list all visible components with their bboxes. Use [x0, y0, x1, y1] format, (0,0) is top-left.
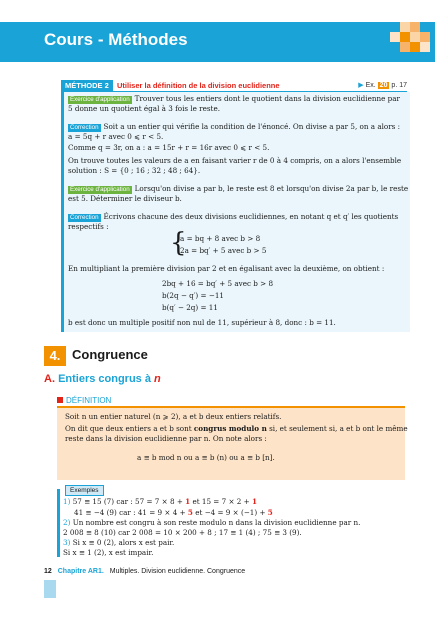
- example-1b-rest-1: 5: [187, 508, 193, 517]
- system-line-1: a = bq + 8 avec b > 8: [180, 234, 261, 243]
- correction-1-text: Soit a un entier qui vérifie la condition de l'énoncé. On divise a par 5, on a alors :: [103, 122, 401, 131]
- chapter-label: Chapitre AR1.: [57, 568, 104, 575]
- correction-2-line-1: [68, 212, 398, 222]
- exercise-reference[interactable]: [358, 80, 407, 91]
- examples-box: [57, 485, 405, 557]
- square-bullet-icon: [57, 397, 63, 403]
- correction-2-line-3: En multipliant la première division par 2 et en égalisant avec la deuxième, on obtient :: [68, 264, 385, 273]
- ex-prefix: Ex.: [365, 82, 376, 89]
- page-title: Cours - Méthodes: [44, 30, 188, 49]
- subsection-text: Entiers congrus à: [58, 373, 155, 385]
- example-3-line-2: Si x ≡ 1 (2), x est impair.: [63, 548, 154, 557]
- correction-2-line-2: respectifs :: [68, 222, 109, 231]
- definition-label: DÉFINITION: [66, 396, 112, 405]
- definition-notation: a ≡ b mod n ou a ≡ b (n) ou a ≡ b [n].: [137, 453, 275, 462]
- definition-line-1: Soit n un entier naturel (n ⩾ 2), a et b deux entiers relatifs.: [65, 412, 282, 421]
- definition-box: [57, 406, 408, 480]
- method-title: Utiliser la définition de la division euclidienne: [117, 81, 280, 90]
- correction-1-line-2: a = 5q + r avec 0 ⩽ r < 5.: [68, 132, 164, 141]
- decorative-squares: [380, 18, 430, 68]
- example-1-line-1: [63, 497, 257, 507]
- exercise-1-line-2: 5 donne un quotient égal à 3 fois le reste.: [68, 104, 220, 113]
- correction-1-line-5: solution : S = {0 ; 16 ; 32 ; 48 ; 64}.: [68, 166, 201, 175]
- correction-2-line-4: b est donc un multiple positif non nul de 11, supérieur à 8, donc : b = 11.: [68, 318, 336, 327]
- definition-heading: [57, 396, 111, 405]
- equation-3: b(q′ − 2q) = 11: [162, 303, 218, 312]
- definition-keyword: congrus modulo n: [193, 424, 267, 433]
- section-title: Congruence: [72, 347, 148, 362]
- correction-1-line-1: [68, 122, 400, 132]
- chapter-title: Multiples. Division euclidienne. Congruence: [109, 568, 246, 575]
- footer-decor: [44, 580, 56, 598]
- equation-1: 2bq + 16 = bq′ + 5 avec b > 8: [162, 279, 274, 288]
- equation-2: b(2q − q′) = −11: [162, 291, 224, 300]
- example-1b-rest-2: 5: [267, 508, 273, 517]
- method-header: [61, 80, 407, 92]
- system-line-2: 2a = bq′ + 5 avec b > 5: [180, 246, 267, 255]
- example-2a-text: Un nombre est congru à son reste modulo n dans la division euclidienne par n.: [72, 518, 361, 527]
- example-1a-text: 57 ≡ 15 (7) car : 57 = 7 × 8 +: [72, 497, 186, 506]
- example-2-line-2: 2 008 ≡ 8 (10) car 2 008 = 10 × 200 + 8 ; 17 ≡ 1 (4) ; 75 ≡ 3 (9).: [63, 528, 302, 537]
- example-1a-mid: et 15 = 7 × 2 +: [190, 497, 252, 506]
- exercise-1-text: Trouver tous les entiers dont le quotient dans la division euclidienne par: [134, 94, 400, 103]
- section-number: 4.: [44, 346, 66, 366]
- correction-1-line-4: On trouve toutes les valeurs de a en faisant varier r de 0 à 4 compris, on a alors l'ensemble: [68, 156, 402, 165]
- subsection-letter: A.: [44, 373, 55, 385]
- correction-2-text: Écrivons chacune des deux divisions euclidiennes, en notant q et q′ les quotients: [103, 212, 399, 221]
- exercise-badge: Exercice d'application: [70, 186, 130, 193]
- example-1b-mid: et −4 = 9 × (−1) +: [192, 508, 268, 517]
- method-tag: MÉTHODE 2: [61, 80, 113, 91]
- page-number: 12: [44, 568, 52, 575]
- correction-1-line-3: Comme q = 3r, on a : a = 15r + r = 16r avec 0 ⩽ r < 5.: [68, 143, 270, 152]
- ex-number: 20: [379, 82, 388, 89]
- correction-badge: Correction: [70, 124, 99, 131]
- example-1b-text: 41 ≡ −4 (9) car : 41 = 9 × 4 +: [74, 508, 188, 517]
- definition-line-2: [65, 424, 408, 434]
- exercise-2-line-1: [68, 184, 408, 194]
- example-1-number: 1): [63, 497, 71, 506]
- example-1-line-2: [74, 508, 273, 518]
- example-3a-text: Si x ≡ 0 (2), alors x est pair.: [72, 538, 175, 547]
- subsection-var: n: [154, 373, 161, 385]
- definition-line-2-c: si, et seulement si, a et b ont le même: [266, 424, 408, 433]
- exercise-2-text: Lorsqu'on divise a par b, le reste est 8 et lorsqu'on divise 2a par b, le reste: [134, 184, 409, 193]
- example-3-number: 3): [63, 538, 71, 547]
- ex-page: p. 17: [391, 82, 407, 89]
- example-2-number: 2): [63, 518, 71, 527]
- examples-label: Exemples: [65, 485, 104, 496]
- page-footer: [44, 568, 245, 575]
- method-box: [61, 80, 407, 333]
- definition-line-3: reste dans la division euclidienne par n. On note alors :: [65, 434, 267, 443]
- method-body: [61, 92, 410, 332]
- example-2-line-1: [63, 518, 360, 528]
- subsection-title: [44, 373, 161, 385]
- example-1a-rest-2: 1: [251, 497, 257, 506]
- arrow-right-icon: ▶: [358, 82, 364, 89]
- example-3-line-1: [63, 538, 174, 548]
- exercise-2-line-2: est 5. Déterminer le diviseur b.: [68, 194, 182, 203]
- examples-rule: [57, 489, 60, 557]
- definition-line-2-a: On dit que deux entiers a et b sont: [65, 424, 194, 433]
- correction-badge: Correction: [70, 214, 99, 221]
- exercise-1-line-1: [68, 94, 400, 104]
- brace: {: [170, 228, 187, 258]
- example-1a-rest-1: 1: [185, 497, 191, 506]
- exercise-badge: Exercice d'application: [70, 96, 130, 103]
